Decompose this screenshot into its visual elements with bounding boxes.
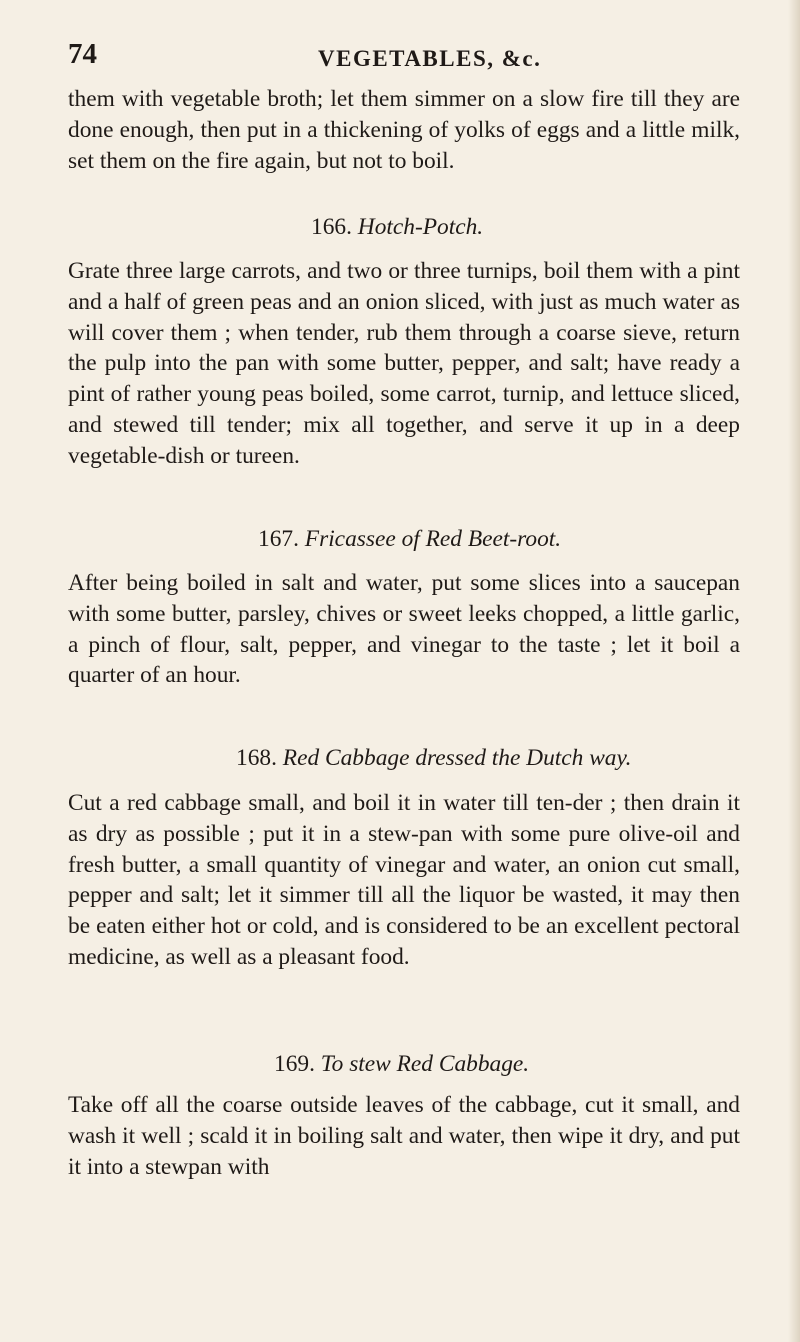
section-169-heading-block <box>68 1049 740 1079</box>
section-title: Fricassee of Red Beet-root. <box>304 526 562 552</box>
section-167-body <box>68 568 740 691</box>
page-header <box>68 38 740 74</box>
running-head: VEGETABLES, &c. <box>318 46 542 71</box>
section-title: To stew Red Cabbage. <box>320 1051 530 1077</box>
section-number: 167. <box>258 526 299 552</box>
section-number: 168. <box>236 745 277 771</box>
section-paragraph: Grate three large carrots, and two or three turnips, boil them with a pint and a half of green peas and an onion sliced, with just as much water as will cover them ; when tender, rub them through a coarse sieve, return the pulp into the pan with some butter, pepper, and salt; have ready a pint of rather young peas boiled, some carrot, turnip, and lettuce sliced, and stewed till tender; mix all together, and serve it up in a deep vegetable-dish or tureen. <box>68 258 740 469</box>
section-166-body <box>68 256 740 472</box>
page-edge-shadow <box>788 0 800 1342</box>
section-heading <box>68 743 740 773</box>
section-title: Red Cabbage dressed the Dutch way. <box>282 745 632 771</box>
section-169-body <box>68 1090 740 1182</box>
section-paragraph: Cut a red cabbage small, and boil it in water till ten-der ; then drain it as dry as possible ; put it in a stew-pan with some pure olive-oil and fresh butter, a small quantity of vinegar and water, an onion cut small, pepper and salt; let it simmer till all the liquor be wasted, it may then be eaten either hot or cold, and is considered to be an excellent pectoral medicine, as well as a pleasant food. <box>68 790 740 970</box>
section-heading <box>68 1049 740 1079</box>
section-168-heading-block <box>68 743 740 773</box>
intro-paragraph-block <box>68 84 740 176</box>
section-paragraph: Take off all the coarse outside leaves of the cabbage, cut it small, and wash it well ; scald it in boiling salt and water, then wipe it dry, and put it into a stewpan with <box>68 1092 740 1180</box>
section-number: 166. <box>311 214 352 240</box>
section-number: 169. <box>274 1051 315 1077</box>
section-heading <box>68 212 740 242</box>
section-166-heading-block <box>68 212 740 242</box>
section-167-heading-block <box>68 524 740 554</box>
section-heading <box>68 524 740 554</box>
page-number: 74 <box>68 38 97 70</box>
section-168-body <box>68 788 740 973</box>
section-paragraph: After being boiled in salt and water, put some slices into a saucepan with some butter, parsley, chives or sweet leeks chopped, a little garlic, a pinch of flour, salt, pepper, and vinegar to the taste ; let it boil a quarter of an hour. <box>68 570 740 689</box>
section-title: Hotch-Potch. <box>357 214 484 240</box>
intro-paragraph: them with vegetable broth; let them simmer on a slow fire till they are done enough, then put in a thickening of yolks of eggs and a little milk, set them on the fire again, but not to boil. <box>68 86 740 174</box>
